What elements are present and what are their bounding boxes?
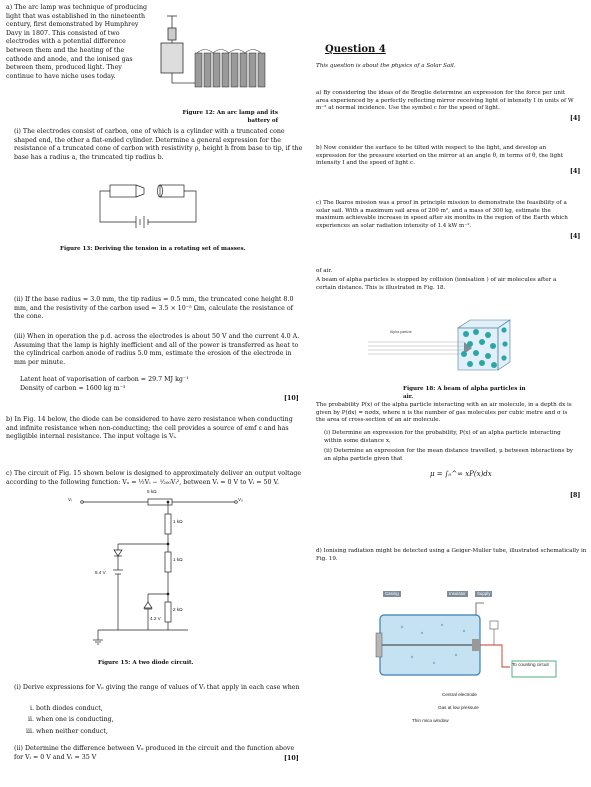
of-air-text: of air. (316, 268, 333, 274)
density-value: Density of carbon = 1600 kg m⁻³ (20, 385, 126, 392)
prob-part-ii: (ii) Determine an expression for the mean distance travelled, μ between interactions by an alpha particle given that (324, 448, 573, 462)
fig18-caption: Figure 18: A beam of alpha particles in air. (403, 386, 526, 400)
marks-4a: [4] (570, 115, 581, 122)
probability-text: The probability P(x) of the alpha particle interacting with an air molecule, in a depth dx is given by P(dx) = nσdx, where n is the number of gas molecules per cubic metre and σ is the area of cross-section of an air molecule. (316, 402, 572, 424)
q4-intro: This question is about the physics of a Solar Sail. (316, 63, 456, 69)
fig13-caption: Figure 13: Deriving the tension in a rotating set of masses. (60, 246, 246, 252)
c-i-item-3: iii. when neither conduct, (26, 728, 108, 735)
c-i-item-1: i. both diodes conduct, (30, 705, 103, 712)
marks-prob: [8] (570, 492, 581, 499)
part-a-i: (i) The electrodes consist of carbon, one of which is a cylinder with a truncated cone shaped end, the other a flat-ended cylinder. Determine a general expression for the resistance of a truncated cone of carbon with resistivity ρ, height h from base to tip, if the base has a radius a, the truncated tip radius b. (14, 128, 303, 161)
gas-label: Gas at low pressure (438, 705, 479, 710)
battery-label: 8.4 V (95, 570, 106, 575)
fig12-caption: Figure 12: An arc lamp and its battery of (182, 110, 278, 124)
question-4-title: Question 4 (325, 44, 386, 55)
mica-window-label: Thin mica window (412, 718, 449, 723)
r2-label: 1 kΩ (173, 557, 183, 562)
marks-4b: [4] (570, 168, 581, 175)
r3-label: 2 kΩ (173, 607, 183, 612)
q4-c: c) The Ikaros mission was a proof in principle mission to demonstrate the feasibility of a solar sail. With a maximum sail area of 200 m², and a mass of 300 kg, estimate the maximum achievable increase in speed after six months in the region of the Earth which experiences an solar radiation intensity of 1.4 kW m⁻². (316, 200, 568, 229)
counting-circuit-label: To counting circuit (512, 662, 549, 667)
alpha-beam-illustration (368, 318, 518, 378)
part-d: d) Ionising radiation might be detected using a Geiger-Muller tube, illustrated schematically in Fig. 19. (316, 548, 587, 562)
marks-a: [10] (284, 395, 299, 402)
marks-4c: [4] (570, 233, 581, 240)
part-a-intro: a) The arc lamp was technique of producing light that was established in the nineteenth century, first demonstrated by Humphrey Davy in 1807. This consisted of two electrodes with a potential difference between them and the heating of the cathode and anode, and the ionised gas between them, produced light. They continue to have niche uses today. (6, 4, 148, 80)
part-c: c) The circuit of Fig. 15 shown below is designed to approximately deliver an output voltage according to the following function: Vₒ = ½Vᵢ − ¹⁄₂₀₀Vᵢ², between Vᵢ = 0 V to Vᵢ = 50 V. (6, 470, 302, 486)
part-c-i: (i) Derive expressions for Vₒ giving the range of values of Vᵢ that apply in each case when (14, 684, 300, 691)
part-b: b) In Fig. 14 below, the diode can be considered to have zero resistance when conducting and infinite resistance when non-conducting; the cell provides a source of emf ε and has negligible internal resistance. The input voltage is Vᵢ. (6, 416, 293, 441)
c-i-item-2: ii. when one is conducting, (28, 716, 114, 723)
part-a-iii: (iii) When in operation the p.d. across the electrodes is about 50 V and the current 4.0 A. Assuming that the lamp is highly inefficient and all of the power is transferred as heat to the cylindrical carbon anode of radius 5.0 mm, estimate the erosion of the electrode in mm per minute. (14, 333, 300, 366)
latent-heat-value: Latent heat of vaporisation of carbon = 29.7 MJ kg⁻¹ (20, 376, 189, 383)
q4-b: b) Now consider the surface to be tilted with respect to the light, and develop an expression for the pressure exerted on the mirror at an angle θ, in terms of θ, the light intensity I and the speed of light c. (316, 145, 563, 167)
r-top-label: 5 kΩ (147, 489, 157, 494)
two-diode-circuit (58, 492, 243, 647)
mu-integral-formula: μ = ∫₀^∞ xP(x)dx (430, 470, 492, 478)
supply-label: Supply (477, 591, 491, 596)
electrode-circuit-diagram (100, 180, 210, 235)
arc-lamp-illustration (155, 8, 275, 103)
part-a-ii: (ii) If the base radius = 3.0 mm, the tip radius = 0.5 mm, the truncated cone height 8.0 mm, and the resistivity of the carbon used = 3.5 × 10⁻⁵ Ωm, calculate the resistance of the cone. (14, 296, 294, 321)
prob-part-i: (i) Determine an expression for the probability, P(x) of an alpha particle interacting within some distance x. (324, 430, 561, 444)
alpha-particle-label: Alpha particle (390, 330, 412, 334)
r1-label: 1 kΩ (173, 519, 183, 524)
zener-label: 4.2 V (150, 616, 161, 621)
vo-label: Vₒ (238, 497, 243, 502)
fig15-caption: Figure 15: A two diode circuit. (98, 660, 194, 666)
casing-label: Casing (385, 591, 399, 596)
vi-label: Vᵢ (68, 497, 72, 502)
central-electrode-label: Central electrode (442, 692, 477, 697)
marks-c: [10] (284, 755, 299, 762)
alpha-intro: A beam of alpha particles is stopped by collision (ionisation ) of air molecules after a certain distance. This is illustrated in Fig. 18. (316, 277, 557, 291)
q4-a: a) By considering the ideas of de Broglie determine an expression for the force per unit area experienced by a perfectly reflecting mirror receiving light of intensity I in units of W m⁻² at normal incidence. Use the symbol c for the speed of light. (316, 90, 574, 112)
part-c-ii: (ii) Determine the difference between Vₒ produced in the circuit and the function above for Vᵢ = 0 V and Vᵢ = 35 V (14, 745, 295, 761)
insulator-label: Insulator (449, 591, 466, 596)
